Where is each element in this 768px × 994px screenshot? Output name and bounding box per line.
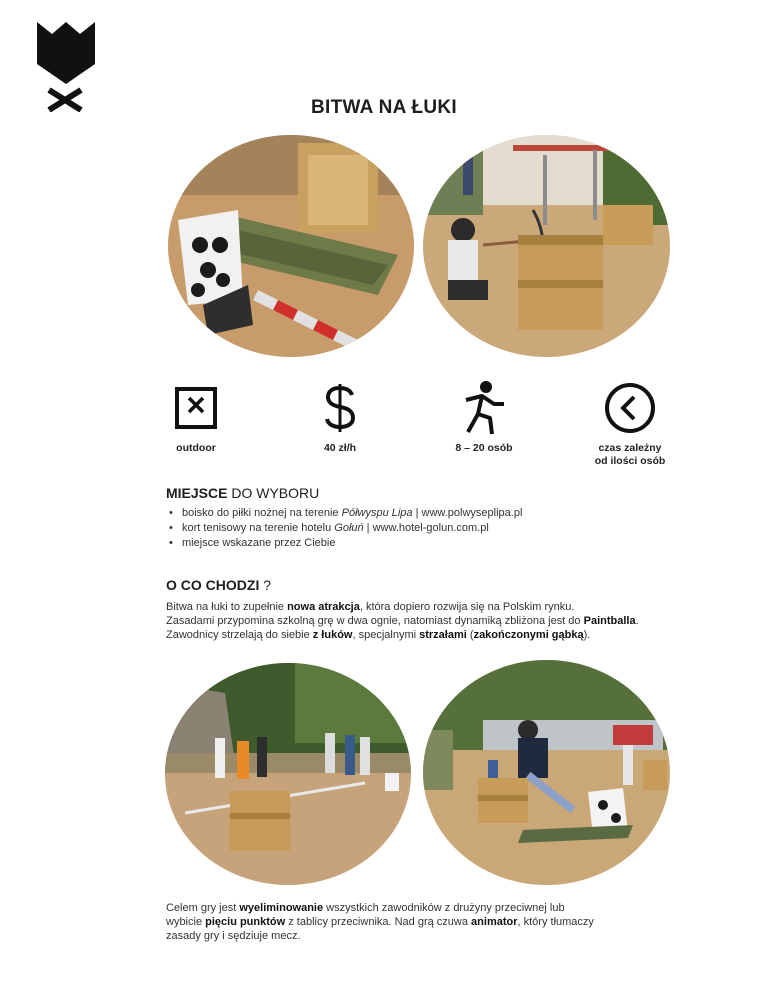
feature-outdoor-label: outdoor — [176, 442, 216, 454]
dollar-icon — [323, 382, 357, 434]
feature-time — [570, 380, 690, 468]
feature-price-label: 40 zł/h — [323, 442, 357, 454]
list-item: • miejsce wskazane przez Ciebie — [166, 536, 522, 551]
page-title: BITWA NA ŁUKI — [310, 97, 458, 118]
photo-archer-behind-hay — [423, 135, 670, 357]
place-list — [166, 506, 522, 551]
feature-people-label: 8 – 20 osób — [455, 442, 513, 454]
about-paragraph: Bitwa na łuki to zupełnie nowa atrakcja, która dopiero rozwija się na Polskim rynku. Zasadami przypomina szkolną grę w dwa ognie, natomiast dynamiką zbliżona jest do Paintballa. Zawodnicy strzelają do siebie z łuków, specjalnymi strzałami (zakończonymi gąbką). — [166, 601, 639, 641]
photo-players-on-field — [165, 663, 411, 885]
list-item: • kort tenisowy na terenie hotelu Gołuń | www.hotel-golun.com.pl — [166, 521, 522, 536]
feature-outdoor — [136, 380, 256, 455]
running-person-icon — [460, 380, 508, 436]
section-heading-place: MIEJSCE DO WYBORU — [166, 485, 320, 501]
feature-people — [424, 380, 544, 455]
goal-paragraph: Celem gry jest wyeliminowanie wszystkich zawodników z drużyny przeciwnej lub wybicie pięciu punktów z tablicy przeciwnika. Nad grą czuwa animator, który tłumaczy zasady gry i sędziuje mecz. — [166, 902, 594, 942]
list-item: • boisko do piłki nożnej na terenie Półwyspu Lipa | www.polwyseplipa.pl — [166, 506, 522, 521]
photo-player-with-target — [423, 660, 670, 885]
outdoor-box-icon — [174, 386, 218, 430]
photo-target-and-bows — [168, 135, 414, 357]
back-arrow-circle-icon — [603, 381, 657, 435]
section-heading-about: O CO CHODZI ? — [166, 577, 272, 593]
feature-price — [280, 380, 400, 455]
feature-time-label: czas zależny od ilości osób — [594, 442, 666, 467]
